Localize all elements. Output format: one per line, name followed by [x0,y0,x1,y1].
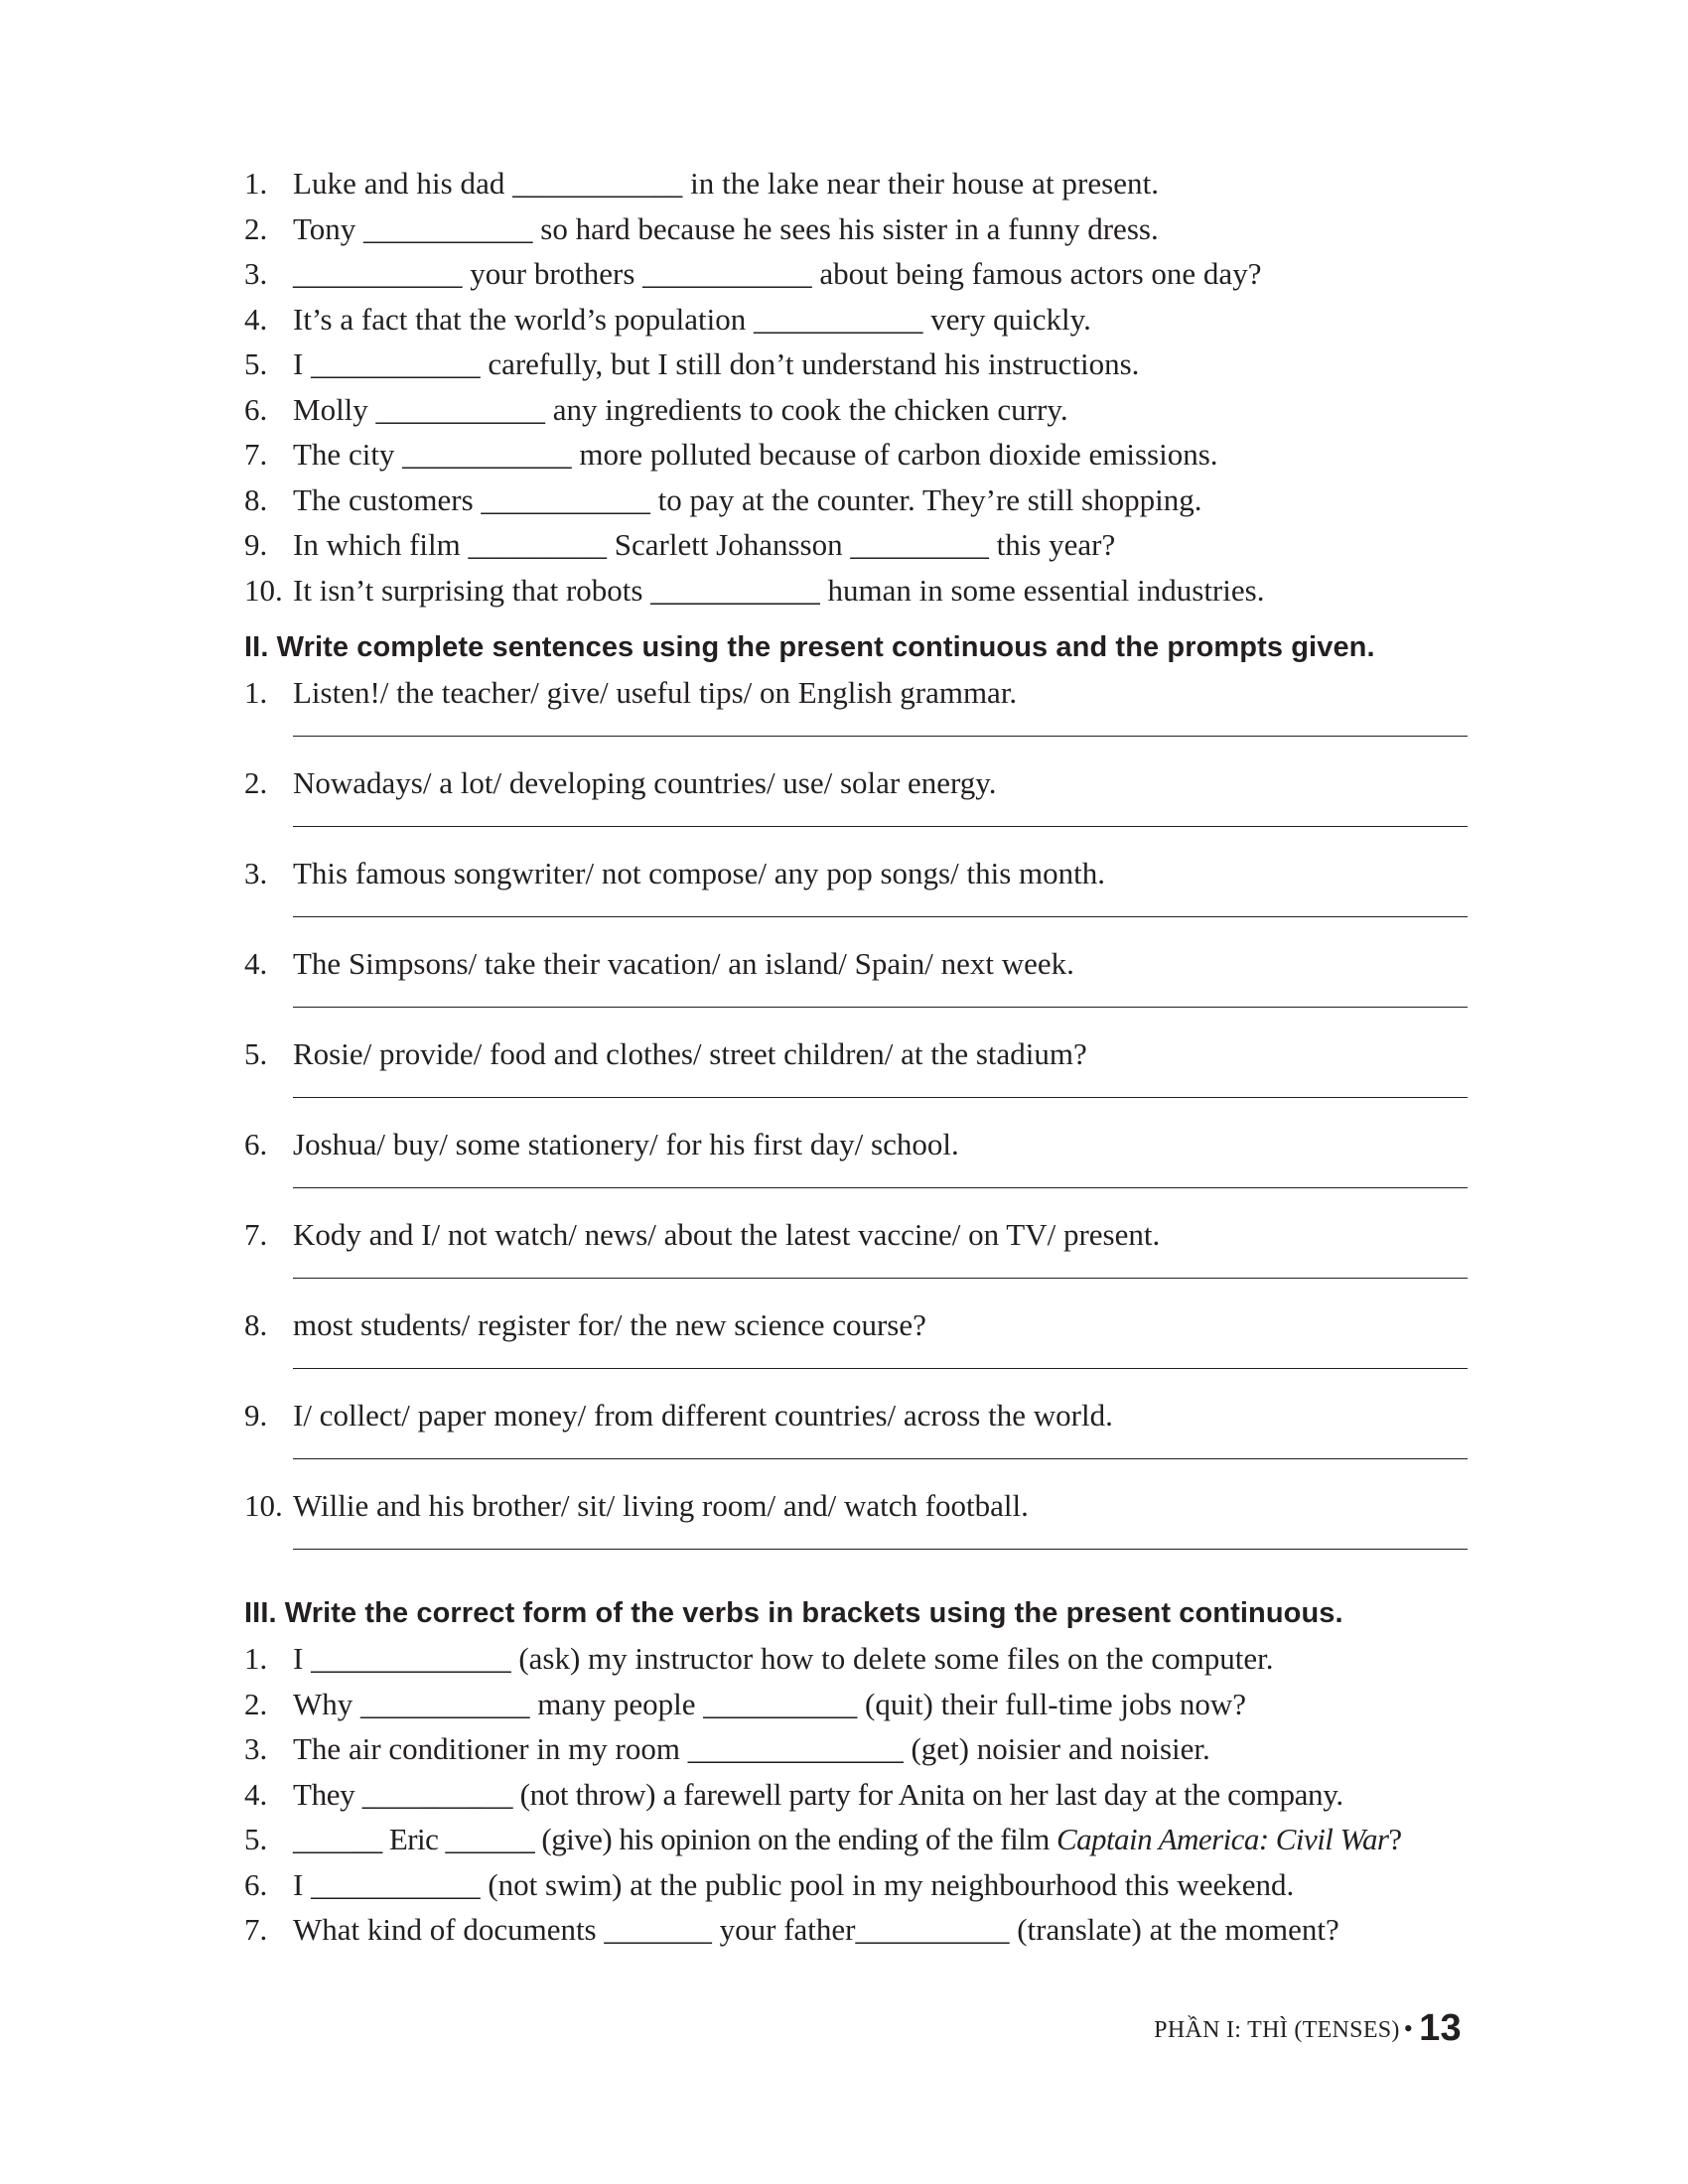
item-text: The Simpsons/ take their vacation/ an island/ Spain/ next week. [293,946,1074,981]
item-number: 9. [244,527,268,562]
item-text: Why ___________ many people __________ (quit) their full-time jobs now? [293,1686,1246,1721]
item-number: 8. [244,481,268,517]
page-number: 13 [1419,2007,1462,2049]
item-number: 6. [244,1127,268,1161]
item-number: 8. [244,1307,268,1342]
list-item [244,206,1466,252]
item-number: 7. [244,1217,268,1252]
answer-line[interactable] [293,1278,1468,1279]
item-number: 2. [244,210,268,246]
list-item [244,760,1466,851]
list-item [244,251,1466,297]
item-text: Tony ___________ so hard because he sees his sister in a funny dress. [293,210,1159,246]
item-number: 5. [244,346,268,381]
list-item [244,670,1466,760]
list-item [244,941,1466,1031]
item-text: The air conditioner in my room ______________ (get) noisier and noisier. [293,1731,1210,1766]
item-text: What kind of documents _______ your father__________ (translate) at the moment? [293,1912,1339,1947]
item-text: Nowadays/ a lot/ developing countries/ use/ solar energy. [293,765,997,800]
item-text: ___________ your brothers ___________ about being famous actors one day? [293,256,1262,291]
list-item [244,1483,1466,1573]
item-number: 2. [244,1686,268,1721]
answer-line[interactable] [293,1007,1468,1008]
list-item [244,1212,1466,1302]
list-item [244,1772,1466,1818]
item-text: I ___________ (not swim) at the public pool in my neighbourhood this weekend. [293,1866,1295,1902]
bullet: • [1403,2014,1414,2043]
item-text: It isn’t surprising that robots ___________ human in some essential industries. [293,572,1265,608]
item-number: 7. [244,1912,268,1947]
list-item [244,1122,1466,1212]
item-text: Rosie/ provide/ food and clothes/ street children/ at the stadium? [293,1036,1087,1071]
answer-line[interactable] [293,1187,1468,1188]
item-number: 4. [244,946,268,981]
item-text: In which film _________ Scarlett Johansson _________ this year? [293,527,1116,562]
list-item [244,1393,1466,1483]
list-item [244,161,1466,206]
item-text: It’s a fact that the world’s population ___________ very quickly. [293,301,1091,337]
list-item [244,851,1466,941]
item-number: 5. [244,1822,268,1856]
item-text: ______ Eric ______ (give) his opinion on the ending of the film Captain America: Civil War? [293,1822,1402,1856]
list-item [244,1862,1466,1908]
item-text: most students/ register for/ the new science course? [293,1307,926,1342]
item-text: I _____________ (ask) my instructor how to delete some files on the computer. [293,1641,1274,1676]
item-text: Listen!/ the teacher/ give/ useful tips/ on English grammar. [293,675,1018,710]
answer-line[interactable] [293,1368,1468,1369]
section-heading: II. Write complete sentences using the present continuous and the prompts given. [244,631,1375,663]
answer-line[interactable] [293,1549,1468,1550]
list-item [244,1031,1466,1122]
item-text: Molly ___________ any ingredients to cook the chicken curry. [293,391,1068,427]
answer-line[interactable] [293,736,1468,737]
item-number: 5. [244,1036,268,1071]
item-number: 10. [244,1488,283,1523]
item-text: Luke and his dad ___________ in the lake near their house at present. [293,166,1160,201]
item-number: 10. [244,572,283,608]
item-number: 2. [244,765,268,800]
item-text: Willie and his brother/ sit/ living room/ and/ watch football. [293,1488,1029,1523]
item-text: Kody and I/ not watch/ news/ about the latest vaccine/ on TV/ present. [293,1217,1161,1252]
item-text: They __________ (not throw) a farewell party for Anita on her last day at the company. [293,1776,1343,1812]
exercise-2 [244,625,1466,1573]
list-item [244,1817,1466,1862]
item-text: Joshua/ buy/ some stationery/ for his first day/ school. [293,1127,959,1161]
item-number: 1. [244,675,268,710]
item-text: The city ___________ more polluted because of carbon dioxide emissions. [293,437,1218,472]
exercise-3 [244,1591,1466,1953]
page-footer [1154,2007,1462,2050]
list-item [244,568,1466,614]
answer-line[interactable] [293,1097,1468,1098]
item-number: 6. [244,1866,268,1902]
list-item [244,1636,1466,1682]
item-number: 1. [244,166,268,201]
item-text: This famous songwriter/ not compose/ any pop songs/ this month. [293,856,1106,890]
answer-line[interactable] [293,1458,1468,1459]
list-item [244,1682,1466,1727]
item-number: 4. [244,1776,268,1812]
item-number: 4. [244,301,268,337]
item-number: 1. [244,1641,268,1676]
film-title: Captain America: Civil War [1055,1822,1389,1856]
item-text: The customers ___________ to pay at the counter. They’re still shopping. [293,481,1202,517]
item-number: 9. [244,1398,268,1433]
list-item [244,1907,1466,1953]
item-number: 7. [244,437,268,472]
item-text: I/ collect/ paper money/ from different countries/ across the world. [293,1398,1113,1433]
list-item [244,522,1466,568]
list-item [244,341,1466,387]
list-item [244,432,1466,478]
item-number: 6. [244,391,268,427]
answer-line[interactable] [293,916,1468,917]
exercise-1-list [244,161,1466,613]
list-item [244,1726,1466,1772]
answer-line[interactable] [293,826,1468,827]
list-item [244,1302,1466,1393]
list-item [244,478,1466,523]
item-text: I ___________ carefully, but I still don’t understand his instructions. [293,346,1140,381]
item-number: 3. [244,1731,268,1766]
list-item [244,297,1466,342]
item-number: 3. [244,256,268,291]
item-number: 3. [244,856,268,890]
list-item [244,387,1466,433]
section-heading: III. Write the correct form of the verbs in brackets using the present continuous. [244,1597,1343,1629]
chapter-label: PHẦN I: THÌ (TENSES) [1154,2017,1400,2043]
